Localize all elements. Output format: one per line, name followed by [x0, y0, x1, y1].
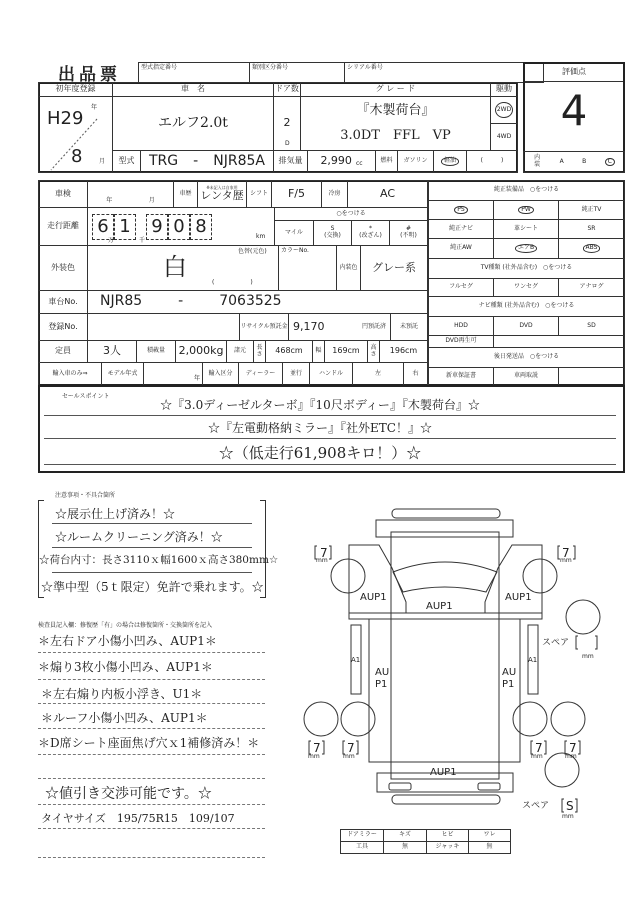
damage-label: P1	[502, 679, 515, 690]
import-parallel: 並行	[282, 362, 310, 386]
interior-label: 内装	[534, 154, 541, 168]
equipment-header: 純正装備品 ○をつける	[428, 180, 625, 201]
dvd-play: DVD再生可	[428, 335, 494, 348]
serial-label: シリアル番号	[344, 62, 544, 83]
load-label: 積載量	[136, 340, 176, 363]
class-label: 類別区分番号	[249, 62, 345, 83]
model-label: 型式	[112, 150, 141, 173]
reg-month: 8	[71, 146, 83, 167]
handle-left: 左	[352, 362, 404, 386]
model-code: NJR85A	[213, 152, 265, 169]
windshield	[393, 562, 497, 592]
note-line: ☆ルームクリーニング済み！☆	[55, 530, 223, 544]
inspection-label: 車検	[38, 180, 88, 208]
chassis-label: 車台No.	[38, 290, 88, 314]
width-label: 幅	[312, 340, 325, 363]
mirror-broken: ワレ	[468, 829, 511, 842]
sheet-title: 出品票	[58, 65, 121, 85]
width-value: 169cm	[324, 340, 368, 363]
doors-label: ドア数	[273, 82, 301, 97]
tread-depth: 7	[313, 741, 321, 755]
km-unit: km	[256, 233, 266, 240]
mileage-digit: 0	[168, 214, 190, 240]
tools-label: 工具	[340, 841, 384, 854]
year-unit: 年	[91, 104, 98, 111]
damage-label: AUP1	[426, 601, 453, 612]
drive-label: 駆動	[490, 82, 518, 97]
equip-pw-label: PW	[518, 206, 534, 215]
sales-line: ☆（低走行61,908キロ！）☆	[218, 444, 422, 462]
door-mirror-label: ドアミラー	[340, 829, 384, 842]
doors-unit: D	[285, 140, 290, 148]
inspector-line: ＊左右ドア小傷小凹み、AUP1＊	[38, 634, 217, 648]
capacity-value: 3人	[87, 340, 137, 363]
name-label: 車 名	[112, 82, 274, 97]
score-value: 4	[560, 85, 588, 135]
import-label: 輸入車のみ⇒	[38, 362, 102, 386]
fuel-other: ( )	[466, 150, 518, 173]
jack-value: 無	[468, 841, 511, 854]
inspector-line: ＊D席シート座面焦げ穴ｘ1補修済み！＊	[38, 736, 260, 750]
recycle-amount: 9,170	[293, 319, 325, 333]
note-line: ☆準中型（5ｔ限定）免許で乗れます。☆	[41, 580, 264, 594]
rear-light-right	[478, 783, 500, 790]
spec-label: 諸元	[226, 340, 254, 363]
tv-analog: アナログ	[558, 278, 625, 297]
type-cert-label: 型式指定番号	[138, 62, 250, 83]
handle-label: ハンドル	[309, 362, 353, 386]
drive-2wd-label: 2WD	[495, 102, 513, 119]
model-sep: -	[193, 152, 199, 169]
equip-sr: SR	[558, 219, 625, 239]
inspection-year-unit: 年	[106, 197, 113, 205]
tire-front-right	[523, 559, 557, 593]
shift-label: シフト	[246, 180, 272, 208]
color-label: 外装色	[38, 245, 88, 291]
grade-line1: 『木製荷台』	[356, 103, 435, 119]
tire-rear-right-outer	[551, 702, 585, 736]
note-line: ☆展示仕上げ済み！☆	[55, 507, 176, 521]
capacity-label: 定員	[38, 340, 88, 363]
shift-value: F/5	[271, 180, 322, 208]
later-warranty: 新車保証書	[428, 367, 494, 386]
rear-bumper-strip	[392, 795, 500, 804]
score-label: 評価点	[525, 64, 623, 82]
mm-unit: mm	[560, 557, 572, 564]
interior-grade-a: A	[559, 157, 564, 165]
reg-year: H29	[47, 108, 84, 129]
inspector-line: ☆値引き交渉可能です。☆	[45, 786, 212, 802]
navi-dvd: DVD	[493, 316, 559, 336]
tire-rear-left-inner	[341, 702, 375, 736]
cab-back	[349, 613, 542, 619]
chassis-sep: -	[178, 293, 184, 310]
height-label: 高さ	[367, 340, 380, 363]
tread-depth: 7	[347, 741, 355, 755]
jack-label: ジャッキ	[426, 841, 469, 854]
import-dealer: ディーラー	[238, 362, 283, 386]
front-bumper	[376, 520, 513, 537]
equip-tv: 純正TV	[558, 200, 625, 220]
mileage-label: 走行距離	[38, 207, 88, 246]
displacement-value: 2,990	[320, 154, 352, 168]
sales-label: セールスポイント	[62, 393, 110, 400]
history-value: レンタ歴	[200, 189, 244, 203]
import-type-label: 輸入区分	[202, 362, 239, 386]
spare-label: スペア	[542, 638, 570, 648]
tire-front-left	[331, 559, 365, 593]
note-line: ☆荷台内寸：長さ3110ｘ幅1600ｘ高さ380mm☆	[39, 554, 279, 566]
exchanged-option: S (交換)	[313, 220, 352, 246]
mirror-crack: ヒビ	[426, 829, 469, 842]
drive-4wd: 4WD	[490, 123, 518, 151]
chassis-number: 7063525	[219, 293, 282, 310]
equip-airbag-label: エアB	[515, 244, 537, 253]
reg-label: 登録No.	[38, 313, 88, 341]
navi-sd: SD	[558, 316, 625, 336]
tv-oneseg: ワンセグ	[493, 278, 559, 297]
mileage-digit: 9	[146, 214, 168, 240]
equip-ps-label: PS	[454, 206, 467, 215]
inspector-line: ＊ルーフ小傷小凹み、AUP1＊	[41, 711, 208, 725]
damage-label: AU	[375, 667, 390, 678]
sales-line: ☆『3.0ディーゼルターボ』『10尺ボディー』『木製荷台』☆	[160, 398, 480, 412]
height-value: 196cm	[379, 340, 428, 363]
inspector-line: タイヤサイズ 195/75R15 109/107	[41, 812, 235, 825]
mm-unit: mm	[343, 753, 355, 760]
handle-right: 右	[403, 362, 428, 386]
mm-unit: mm	[531, 753, 543, 760]
doors-value: 2	[283, 116, 291, 130]
inspector-label: 検査員記入欄：修復歴「有」の場合は修復箇所・交換箇所を記入	[38, 622, 213, 629]
man-unit: 万	[108, 237, 115, 244]
mileage-digit: 1	[114, 214, 136, 240]
mileage-digit: 6	[92, 214, 114, 240]
mm-unit: mm	[562, 813, 574, 820]
model-year-unit: 年	[143, 362, 203, 386]
recycle-label: リサイクル預託金	[239, 313, 289, 341]
tire-rear-left-outer	[304, 702, 338, 736]
inspection-month-unit: 月	[148, 197, 155, 205]
cargo-bed	[369, 619, 520, 762]
damage-label: P1	[375, 679, 388, 690]
displacement-label: 排気量	[273, 150, 308, 173]
repaint-label: 色替(元色)	[238, 248, 267, 255]
mile-option: マイル	[274, 220, 314, 246]
damage-label: AUP1	[360, 592, 387, 603]
damage-label: A1	[351, 656, 361, 664]
damage-label: A1	[528, 656, 538, 664]
model-year-label: モデル年式	[101, 362, 144, 386]
mark-label: ○をつける	[274, 207, 428, 221]
grade-line2: 3.0DT FFL VP	[340, 127, 451, 143]
navi-hdd: HDD	[428, 316, 494, 336]
recycle-paid: 円預託済	[361, 322, 386, 330]
history-label: 車歴	[173, 180, 198, 208]
inspector-line: ＊左右煽り内板小浮き、U1＊	[41, 687, 203, 701]
first-reg-label: 初年度登録	[38, 82, 113, 97]
ac-label: 冷房	[321, 180, 348, 208]
spare-label: スペア	[522, 801, 550, 811]
mm-unit: mm	[582, 653, 594, 660]
fuel-gasoline: ガソリン	[397, 150, 434, 173]
tools-value: 無	[383, 841, 427, 854]
color-value: 白	[163, 253, 187, 281]
model-prefix: TRG	[149, 152, 179, 169]
interior-grade-c: C	[605, 158, 615, 167]
color-no-label: カラーNo.	[278, 245, 337, 291]
month-unit: 月	[99, 158, 106, 165]
notes-label: 注意事項・不具合箇所	[55, 492, 116, 499]
recycle-unpaid: 未預託	[390, 313, 428, 341]
tread-depth: 7	[562, 546, 570, 560]
equip-leather: 革シート	[493, 219, 559, 239]
equip-navi: 純正ナビ	[428, 219, 494, 239]
interior-color-value: グレー系	[360, 245, 428, 291]
tv-fullseg: フルセグ	[428, 278, 494, 297]
mm-unit: mm	[308, 753, 320, 760]
chassis-prefix: NJR85	[100, 293, 143, 310]
tread-depth: 7	[320, 546, 328, 560]
spare-tread-depth: S	[566, 799, 574, 813]
truck-body-outline	[391, 532, 499, 779]
repaint-value: ( )	[212, 279, 253, 286]
damage-label: AUP1	[430, 767, 457, 778]
interior-color-label: 内装色	[336, 245, 361, 291]
tire-rear-right-inner	[513, 702, 547, 736]
equip-abs-label: ABS	[583, 244, 601, 253]
sales-line: ☆『左電動格納ミラー』『社外ETC！』☆	[208, 421, 432, 435]
equip-aw: 純正AW	[428, 238, 494, 259]
front-bumper-strip	[392, 509, 500, 518]
grade-label: グ レ ー ド	[300, 82, 491, 97]
mirror-scratch: キズ	[383, 829, 427, 842]
mm-unit: mm	[316, 557, 328, 564]
damage-label: AU	[502, 667, 517, 678]
tread-depth: 7	[535, 741, 543, 755]
damage-label: AUP1	[505, 592, 532, 603]
tampered-option: * (改ざん)	[351, 220, 390, 246]
vehicle-name: エルフ2.0t	[112, 96, 274, 151]
tv-header: TV種類 (社外品含む) ○をつける	[428, 258, 625, 279]
cc-unit: cc	[355, 160, 363, 168]
mileage-digit: 8	[190, 214, 212, 240]
mm-unit: mm	[565, 753, 577, 760]
length-value: 468cm	[265, 340, 313, 363]
inspector-line: ＊煽り3枚小傷小凹み、AUP1＊	[38, 660, 213, 674]
sen-unit: 千	[139, 237, 146, 244]
navi-header: ナビ種類 (社外品含む) ○をつける	[428, 296, 625, 317]
interior-grade-b: B	[582, 157, 587, 165]
spare-tire-top	[566, 600, 600, 634]
later-manual: 車両取説	[493, 367, 559, 386]
load-value: 2,000kg	[175, 340, 227, 363]
unknown-option: # (不明)	[389, 220, 428, 246]
tread-depth: 7	[569, 741, 577, 755]
length-label: 長さ	[253, 340, 266, 363]
fuel-diesel-label: 軽油	[441, 157, 459, 166]
fuel-label: 燃料	[375, 150, 398, 173]
rear-light-left	[389, 783, 411, 790]
history-note: ※未記入は自家用	[206, 184, 238, 190]
later-header: 後日発送品 ○をつける	[428, 347, 625, 368]
ac-value: AC	[347, 180, 428, 208]
